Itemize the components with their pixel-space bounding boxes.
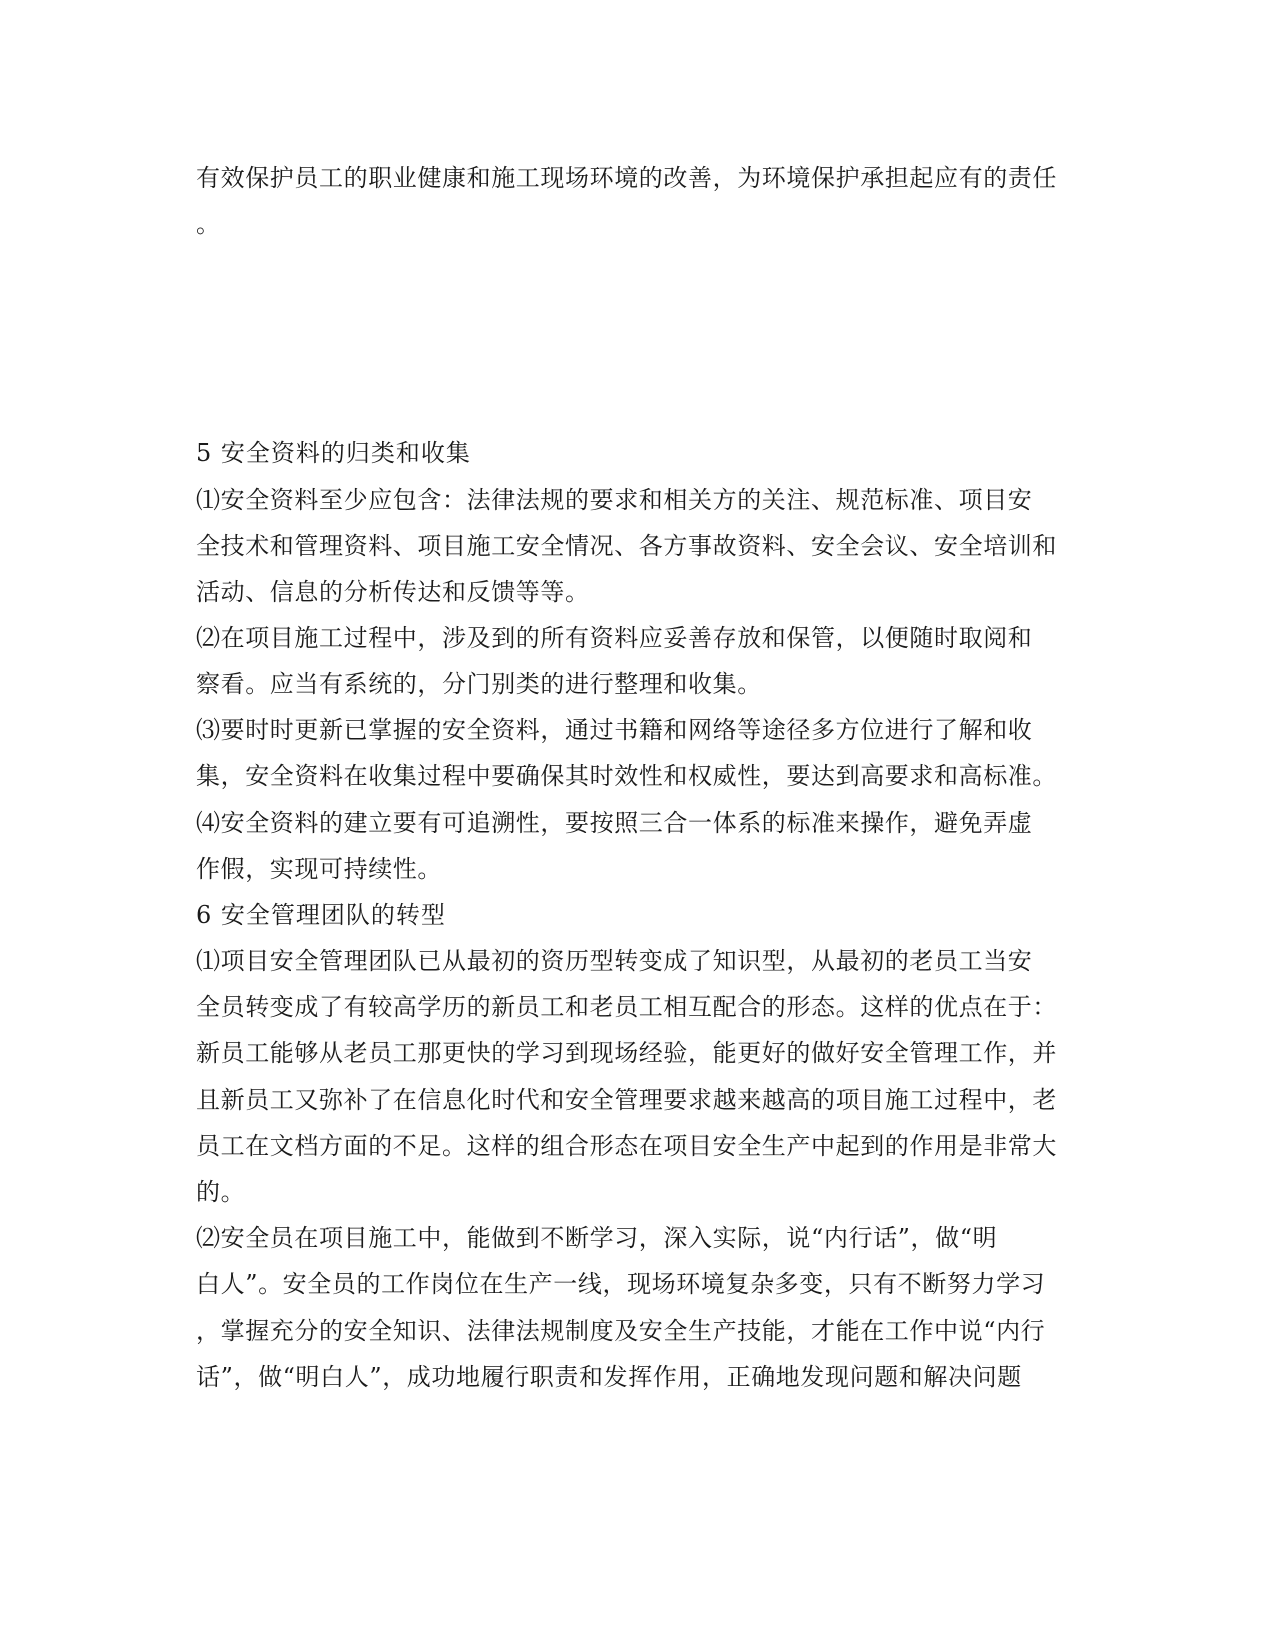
paragraph-line: ⑷安全资料的建立要有可追溯性，要按照三合一体系的标准来操作，避免弄虚	[196, 809, 1033, 837]
paragraph-line: 集，安全资料在收集过程中要确保其时效性和权威性，要达到高要求和高标准。	[196, 762, 1057, 790]
paragraph-line: 新员工能够从老员工那更快的学习到现场经验，能更好的做好安全管理工作，并	[196, 1039, 1057, 1067]
paragraph-line: ⑵安全员在项目施工中，能做到不断学习，深入实际，说“内行话”，做“明	[196, 1224, 998, 1252]
paragraph-line: 察看。应当有系统的，分门别类的进行整理和收集。	[196, 670, 762, 698]
paragraph-line: 的。	[196, 1178, 246, 1206]
paragraph-line: 全员转变成了有较高学历的新员工和老员工相互配合的形态。这样的优点在于：	[196, 993, 1057, 1021]
paragraph-line: 全技术和管理资料、项目施工安全情况、各方事故资料、安全会议、安全培训和	[196, 532, 1057, 560]
paragraph-line: 员工在文档方面的不足。这样的组合形态在项目安全生产中起到的作用是非常大	[196, 1132, 1057, 1160]
section-heading-5: 5 安全资料的归类和收集	[196, 439, 471, 467]
paragraph-line: ⑴安全资料至少应包含：法律法规的要求和相关方的关注、规范标准、项目安	[196, 486, 1033, 514]
paragraph-line: ⑵在项目施工过程中，涉及到的所有资料应妥善存放和保管，以便随时取阅和	[196, 624, 1033, 652]
paragraph-line: 有效保护员工的职业健康和施工现场环境的改善，为环境保护承担起应有的责任	[196, 164, 1057, 192]
paragraph-line: ⑴项目安全管理团队已从最初的资历型转变成了知识型，从最初的老员工当安	[196, 947, 1033, 975]
paragraph-line: ，掌握充分的安全知识、法律法规制度及安全生产技能，才能在工作中说“内行	[196, 1317, 1046, 1345]
paragraph-line: 且新员工又弥补了在信息化时代和安全管理要求越来越高的项目施工过程中，老	[196, 1086, 1057, 1114]
paragraph-line: ⑶要时时更新已掌握的安全资料，通过书籍和网络等途径多方位进行了解和收	[196, 716, 1033, 744]
section-heading-6: 6 安全管理团队的转型	[196, 901, 446, 929]
paragraph-line: 白人”。安全员的工作岗位在生产一线，现场环境复杂多变，只有不断努力学习	[196, 1270, 1046, 1298]
paragraph-line: 。	[196, 210, 221, 238]
paragraph-line: 作假，实现可持续性。	[196, 855, 442, 883]
paragraph-line: 话”，做“明白人”，成功地履行职责和发挥作用，正确地发现问题和解决问题	[196, 1363, 1022, 1391]
paragraph-line: 活动、信息的分析传达和反馈等等。	[196, 578, 590, 606]
